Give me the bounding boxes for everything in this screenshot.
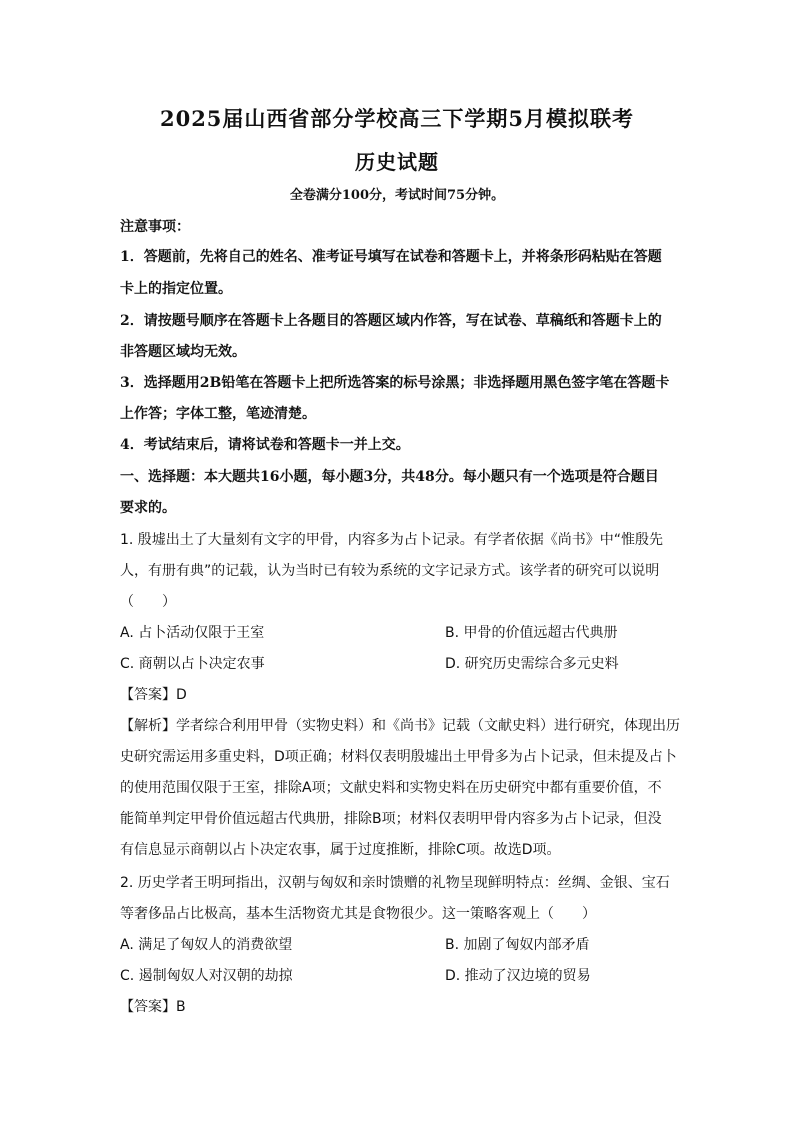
q1-option-c: C. 商朝以占卜决定农事 (120, 656, 265, 672)
note-1-line-2: 卡上的指定位置。 (120, 281, 232, 297)
section-heading-line-2: 要求的。 (120, 500, 176, 516)
q1-stem-line-1: 1. 殷墟出土了大量刻有文字的甲骨，内容多为占卜记录。有学者依据《尚书》中“惟殷先 (120, 532, 664, 548)
q1-answer: 【答案】D (120, 687, 187, 703)
page-subtitle: 历史试题 (355, 150, 439, 174)
q1-analysis-line-3: 的使用范围仅限于王室，排除A项；文献史料和实物史料在历史研究中都有重要价值，不 (120, 780, 662, 796)
score-info: 全卷满分100分，考试时间75分钟。 (289, 188, 505, 203)
q1-option-a: A. 占卜活动仅限于王室 (120, 625, 265, 641)
q1-analysis-line-2: 史研究需运用多重史料，D项正确；材料仅表明殷墟出土甲骨多为占卜记录，但未提及占卜 (120, 749, 677, 765)
q1-option-d: D. 研究历史需综合多元史料 (445, 656, 619, 672)
note-1-line-1: 1．答题前，先将自己的姓名、准考证号填写在试卷和答题卡上，并将条形码粘贴在答题 (120, 249, 662, 265)
q2-answer: 【答案】B (120, 999, 186, 1015)
q2-option-d: D. 推动了汉边境的贸易 (445, 968, 591, 984)
note-2-line-2: 非答题区域均无效。 (120, 344, 246, 360)
q1-analysis-line-4: 能简单判定甲骨价值远超古代典册，排除B项；材料仅表明甲骨内容多为占卜记录，但没 (120, 811, 662, 827)
q1-analysis-line-5: 有信息显示商朝以占卜决定农事，属于过度推断，排除C项。故选D项。 (120, 842, 561, 858)
page-title: 2025届山西省部分学校高三下学期5月模拟联考 (159, 106, 635, 131)
section-heading-line-1: 一、选择题：本大题共16小题，每小题3分，共48分。每小题只有一个选项是符合题目 (120, 469, 659, 485)
note-4: 4．考试结束后，请将试卷和答题卡一并上交。 (120, 437, 410, 453)
note-3-line-2: 上作答；字体工整，笔迹清楚。 (120, 406, 316, 422)
q2-stem-line-2: 等奢侈品占比极高，基本生活物资尤其是食物很少。这一策略客观上（ ） (120, 906, 596, 922)
q2-option-a: A. 满足了匈奴人的消费欲望 (120, 937, 293, 953)
note-3-line-1: 3．选择题用2B铅笔在答题卡上把所选答案的标号涂黑；非选择题用黑色签字笔在答题卡 (120, 375, 670, 391)
q2-stem-line-1: 2. 历史学者王明珂指出，汉朝与匈奴和亲时馈赠的礼物呈现鲜明特点：丝绸、金银、宝石 (120, 875, 670, 891)
notes-heading: 注意事项： (120, 219, 190, 235)
q1-option-b: B. 甲骨的价值远超古代典册 (445, 625, 618, 641)
q2-option-c: C. 遏制匈奴人对汉朝的劫掠 (120, 968, 293, 984)
q2-option-b: B. 加剧了匈奴内部矛盾 (445, 937, 590, 953)
note-2-line-1: 2．请按题号顺序在答题卡上各题目的答题区域内作答，写在试卷、草稿纸和答题卡上的 (120, 313, 662, 329)
q1-stem-line-3: （ ） (120, 594, 176, 610)
q1-stem-line-2: 人，有册有典”的记载，认为当时已有较为系统的文字记录方式。该学者的研究可以说明 (120, 563, 660, 579)
q1-analysis-line-1: 【解析】学者综合利用甲骨（实物史料）和《尚书》记载（文献史料）进行研究，体现出历 (120, 718, 680, 734)
